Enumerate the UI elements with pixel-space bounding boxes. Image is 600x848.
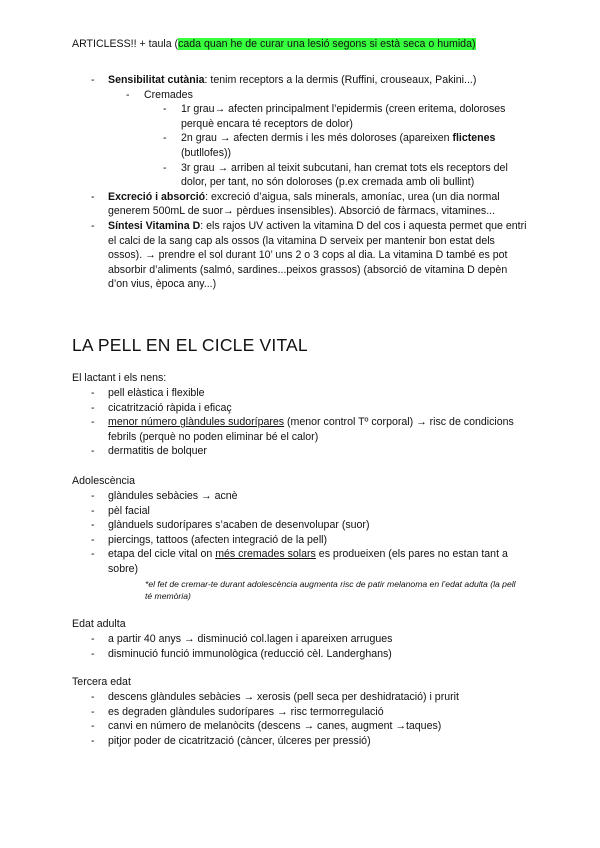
list-item-text: glànduels sudorípares s’acaben de desenvolupar (suor) [108,519,370,532]
list-item-text: pèl facial [108,504,150,517]
bullet-dash: - [91,416,95,429]
list-item-text: es degraden glàndules sudorípares → risc termorregulació [108,705,384,718]
text-sintesi: : els rajos UV activen la vitamina D del cos i aquesta permet que entri el calci de la sang cap als ossos (la vitamina D serveix per mantenir bon estat dels ossos). → prendre el sol durant 10’ uns 2 o 3 cops al dia. La vitamina D també es pot absorbir d’aliments (salmó, sardines...peixos grassos) (absorció de vitamina D depèn d’on vius, època any...) [108,219,527,291]
list-item [0,705,534,720]
bullet-dash: - [91,445,95,458]
adulta-title: Edat adulta [72,618,126,630]
list-item-text: piercings, tattoos (afecten integració de la pell) [108,533,328,546]
adolescencia-title: Adolescència [72,475,136,487]
grau-3-text: 3r grau → arriben al teixit subcutani, han cremat tots els receptors del dolor, per tant, no són doloroses (p.ex cremada amb oli bullint) [181,161,508,189]
list-item [0,489,534,504]
grau-2-text: 2n grau → afecten dermis i les més doloroses (apareixen [181,132,453,145]
bullet-dash: - [91,647,95,660]
bullet-dash: - [91,720,95,733]
top-note-prefix: ARTICLESS!! + taula ( [72,38,179,50]
list-item-text: (menor control Tº corporal) → risc de condicions febrils (perquè no poden eliminar bé el calor) [108,416,514,443]
cremades-label: Cremades [144,88,193,101]
lactant-title: El lactant i els nens: [72,372,167,384]
top-note [72,37,476,52]
term-excrecio: Excreció i absorció [108,190,206,203]
highlighted-text: cada quan he de curar una lesió segons si està seca o humida) [178,38,476,50]
list-item-grau-2 [0,131,525,160]
adolescencia-list [0,489,534,602]
list-item-sensibilitat [0,73,528,88]
bullet-dash: - [91,691,95,703]
list-item [0,504,534,519]
list-item [0,444,534,459]
list-item-text: pell elàstica i flexible [108,387,205,399]
bullet-dash: - [91,548,95,561]
list-item-text: pitjor poder de cicatrització (càncer, úlceres per pressió) [108,734,371,747]
list-item [0,533,534,548]
bullet-dash: - [91,705,95,718]
bullet-dash: - [126,88,130,101]
bullet-dash: - [91,519,95,532]
list-item-text: descens glàndules sebàcies → xerosis (pell seca per deshidratació) i prurit [108,691,459,703]
bullet-dash: - [163,161,167,174]
list-item [0,386,534,401]
list-item [0,734,534,749]
bullet-dash: - [91,219,95,232]
bullet-dash: - [91,490,95,502]
bullet-dash: - [91,387,95,399]
list-item [0,632,534,647]
list-item [0,518,534,533]
list-item-text: a partir 40 anys → disminució col.lagen i apareixen arrugues [108,633,393,645]
list-item [0,719,534,734]
list-item-excrecio [0,190,528,219]
underlined-text: més cremades solars [215,548,316,561]
bullet-dash: - [91,533,95,546]
adulta-list [0,632,534,661]
section-heading: LA PELL EN EL CICLE VITAL [72,335,308,355]
list-item [0,690,534,705]
lactant-list [0,386,534,459]
grau-2-bold: flictenes [452,132,496,145]
list-item-text: es produeixen (els pares no estan tant a sobre) [108,548,508,575]
list-item-cremades [0,88,528,103]
text-sensibilitat: : tenim receptors a la dermis (Ruffini, crouseaux, Pakini...) [204,74,477,86]
grau-1-text: 1r grau→ afecten principalment l’epidermis (creen eritema, doloroses perquè encara té receptors de dolor) [181,103,506,130]
underlined-text: menor número glàndules sudorípares [108,416,285,429]
list-item-text: cicatrització ràpida i eficaç [108,401,232,414]
bullet-dash: - [163,132,167,145]
list-item-text: glàndules sebàcies → acnè [108,490,238,502]
list-item [0,547,534,576]
bullet-dash: - [91,633,95,645]
bullet-dash: - [91,734,95,747]
list-item-text: disminució funció immunològica (reducció cèl. Landerghans) [108,647,392,660]
list-item-grau-1 [0,102,525,131]
term-sintesi: Síntesi Vitamina D [108,219,201,232]
list-item-grau-3 [0,161,525,190]
tercera-title: Tercera edat [72,676,131,688]
bullet-dash: - [91,401,95,414]
bullet-dash: - [91,190,95,203]
list-item [0,647,534,662]
bullet-dash: - [163,103,167,116]
adolescencia-note: *el fet de cremar-te durant adolescència augmenta risc de patir melanoma en l’edat adulta (la pell té memòria) [145,578,516,601]
functions-list [0,73,528,292]
bullet-dash: - [91,504,95,517]
term-sensibilitat: Sensibilitat cutània [108,74,205,86]
list-item-text: canvi en número de melanòcits (descens → canes, augment →taques) [108,720,442,733]
grau-2-tail: (butllofes)) [181,146,232,159]
list-item [0,415,534,444]
list-item-text: dermatitis de bolquer [108,445,207,458]
bullet-dash: - [91,74,95,86]
list-item [0,401,534,416]
list-item-sintesi [0,219,528,292]
list-item-text: etapa del cicle vital on [108,548,216,561]
tercera-list [0,690,534,748]
text-excrecio: : excreció d’aigua, sals minerals, amoníac, urea (un dia normal generem 500mL de suor→ pèrdues insensibles). Absorció de fàrmacs, vitamines... [108,190,500,218]
